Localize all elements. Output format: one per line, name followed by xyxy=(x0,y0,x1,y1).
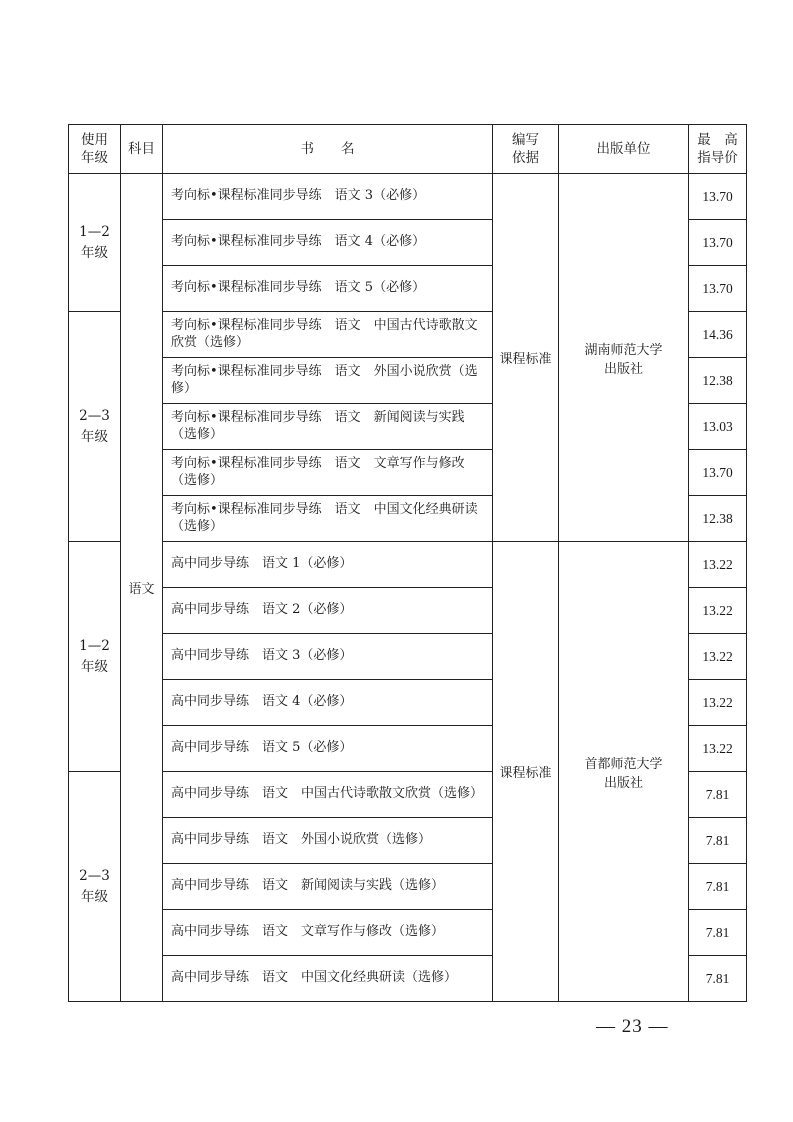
header-publisher: 出版单位 xyxy=(559,125,689,174)
publisher-cell: 首都师范大学 出版社 xyxy=(559,542,689,1002)
table-row xyxy=(69,174,747,220)
header-title: 书 名 xyxy=(163,125,493,174)
book-title-cell: 考向标•课程标准同步导练 语文 中国文化经典研读（选修） xyxy=(163,496,493,542)
page-number: — 23 — xyxy=(596,1016,669,1037)
book-title-cell: 高中同步导练 语文 5（必修） xyxy=(163,726,493,772)
book-title-cell: 高中同步导练 语文 中国古代诗歌散文欣赏（选修） xyxy=(163,772,493,818)
grade-cell: 1—2 年级 xyxy=(69,174,121,312)
book-title-cell: 高中同步导练 语文 文章写作与修改（选修） xyxy=(163,910,493,956)
book-title-cell: 考向标•课程标准同步导练 语文 4（必修） xyxy=(163,220,493,266)
book-title-cell: 考向标•课程标准同步导练 语文 3（必修） xyxy=(163,174,493,220)
price-cell: 13.03 xyxy=(689,404,747,450)
header-row xyxy=(69,125,747,174)
book-title-cell: 考向标•课程标准同步导练 语文 新闻阅读与实践（选修） xyxy=(163,404,493,450)
header-grade: 使用 年级 xyxy=(69,125,121,174)
grade-cell: 2—3 年级 xyxy=(69,772,121,1002)
price-cell: 13.70 xyxy=(689,220,747,266)
price-cell: 12.38 xyxy=(689,358,747,404)
header-basis: 编写 依据 xyxy=(493,125,559,174)
price-cell: 14.36 xyxy=(689,312,747,358)
price-cell: 13.22 xyxy=(689,726,747,772)
price-cell: 13.22 xyxy=(689,588,747,634)
table-row xyxy=(69,542,747,588)
book-title-cell: 高中同步导练 语文 2（必修） xyxy=(163,588,493,634)
grade-cell: 1—2 年级 xyxy=(69,542,121,772)
publisher-cell: 湖南师范大学 出版社 xyxy=(559,174,689,542)
price-table xyxy=(68,124,747,1002)
price-cell: 7.81 xyxy=(689,864,747,910)
book-title-cell: 考向标•课程标准同步导练 语文 中国古代诗歌散文欣赏（选修） xyxy=(163,312,493,358)
price-cell: 7.81 xyxy=(689,956,747,1002)
grade-cell: 2—3 年级 xyxy=(69,312,121,542)
book-title-cell: 考向标•课程标准同步导练 语文 文章写作与修改（选修） xyxy=(163,450,493,496)
price-cell: 12.38 xyxy=(689,496,747,542)
book-title-cell: 考向标•课程标准同步导练 语文 5（必修） xyxy=(163,266,493,312)
price-cell: 13.70 xyxy=(689,266,747,312)
header-subject: 科目 xyxy=(121,125,163,174)
price-cell: 13.22 xyxy=(689,680,747,726)
price-cell: 13.70 xyxy=(689,174,747,220)
book-title-cell: 高中同步导练 语文 4（必修） xyxy=(163,680,493,726)
price-cell: 7.81 xyxy=(689,772,747,818)
book-title-cell: 考向标•课程标准同步导练 语文 外国小说欣赏（选修） xyxy=(163,358,493,404)
book-title-cell: 高中同步导练 语文 新闻阅读与实践（选修） xyxy=(163,864,493,910)
book-title-cell: 高中同步导练 语文 外国小说欣赏（选修） xyxy=(163,818,493,864)
header-price: 最 高 指导价 xyxy=(689,125,747,174)
subject-cell: 语文 xyxy=(121,174,163,1002)
basis-cell: 课程标准 xyxy=(493,542,559,1002)
price-cell: 13.22 xyxy=(689,542,747,588)
price-cell: 13.70 xyxy=(689,450,747,496)
price-cell: 13.22 xyxy=(689,634,747,680)
book-title-cell: 高中同步导练 语文 中国文化经典研读（选修） xyxy=(163,956,493,1002)
price-cell: 7.81 xyxy=(689,910,747,956)
book-title-cell: 高中同步导练 语文 1（必修） xyxy=(163,542,493,588)
basis-cell: 课程标准 xyxy=(493,174,559,542)
book-title-cell: 高中同步导练 语文 3（必修） xyxy=(163,634,493,680)
price-cell: 7.81 xyxy=(689,818,747,864)
